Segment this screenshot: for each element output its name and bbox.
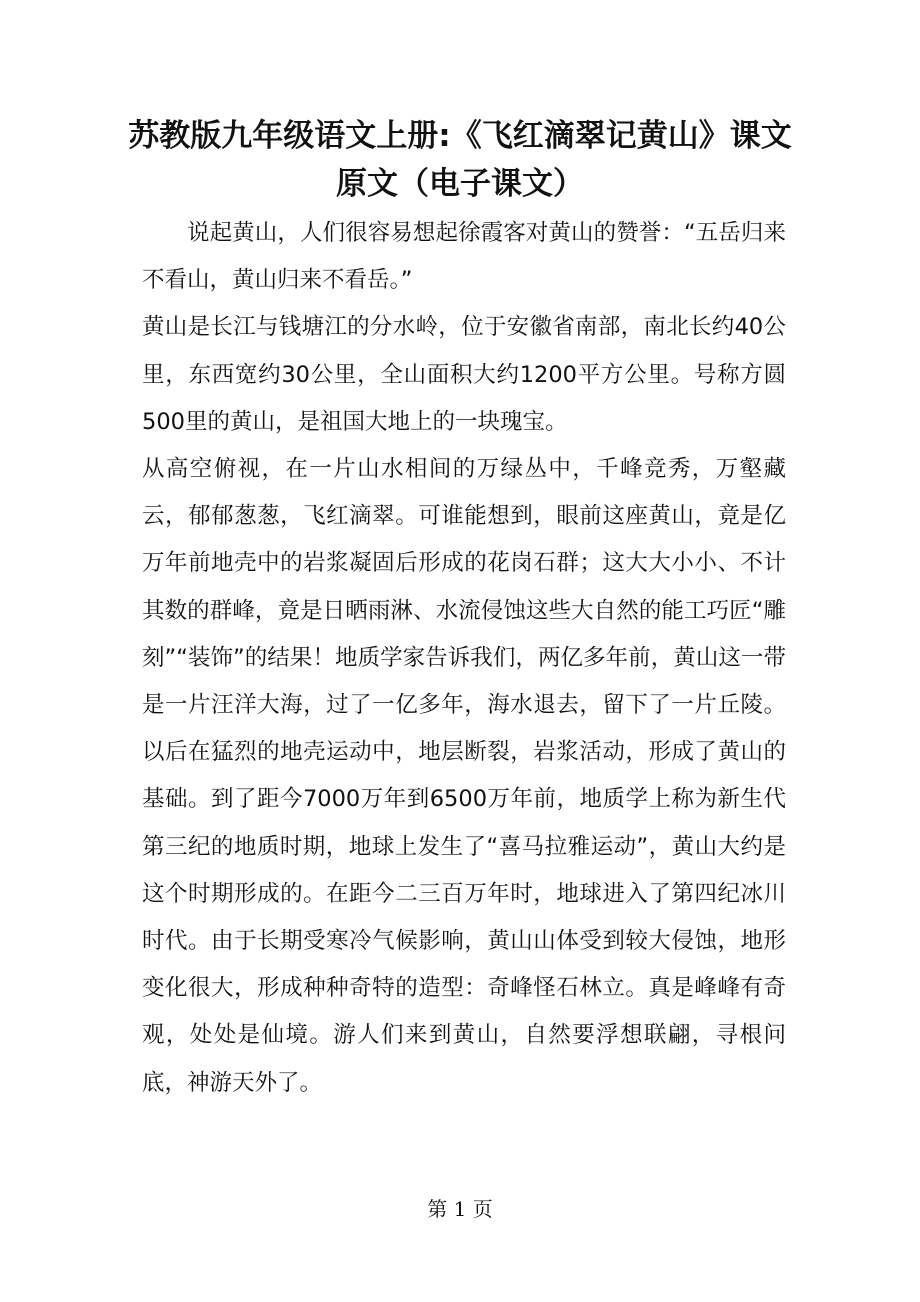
paragraph-intro: 说起黄山，人们很容易想起徐霞客对黄山的赞誉：“五岳归来不看山，黄山归来不看岳。” <box>142 220 786 294</box>
page-number: 第 1 页 <box>427 1197 493 1221</box>
paragraph-geology: 从高空俯视，在一片山水相间的万绿丛中，千峰竞秀，万壑藏云，郁郁葱葱，飞红滴翠。可谁能想到，眼前这座黄山，竟是亿万年前地壳中的岩浆凝固后形成的花岗石群；这大大小小、不计其数的群峰，竟是日晒雨淋、水流侵蚀这些大自然的能工巧匠“雕刻”“装饰”的结果！地质学家告诉我们，两亿多年前，黄山这一带是一片汪洋大海，过了一亿多年，海水退去，留下了一片丘陵。以后在猛烈的地壳运动中，地层断裂，岩浆活动，形成了黄山的基础。到了距今7000万年到6500万年前，地质学上称为新生代第三纪的地质时期，地球上发生了“喜马拉雅运动”，黄山大约是这个时期形成的。在距今二三百万年时，地球进入了第四纪冰川时代。由于长期受寒冷气候影响，黄山山体受到较大侵蚀，地形变化很大，形成种种奇特的造型：奇峰怪石林立。真是峰峰有奇观，处处是仙境。游人们来到黄山，自然要浮想联翩，寻根问底，神游天外了。 <box>142 456 786 1096</box>
document-body <box>142 210 786 1107</box>
document-title: 苏教版九年级语文上册:《飞红滴翠记黄山》课文原文（电子课文） <box>128 118 792 202</box>
paragraph-geography: 黄山是长江与钱塘江的分水岭，位于安徽省南部，南北长约40公里，东西宽约30公里，全山面积大约1200平方公里。号称方圆500里的黄山，是祖国大地上的一块瑰宝。 <box>142 314 786 435</box>
